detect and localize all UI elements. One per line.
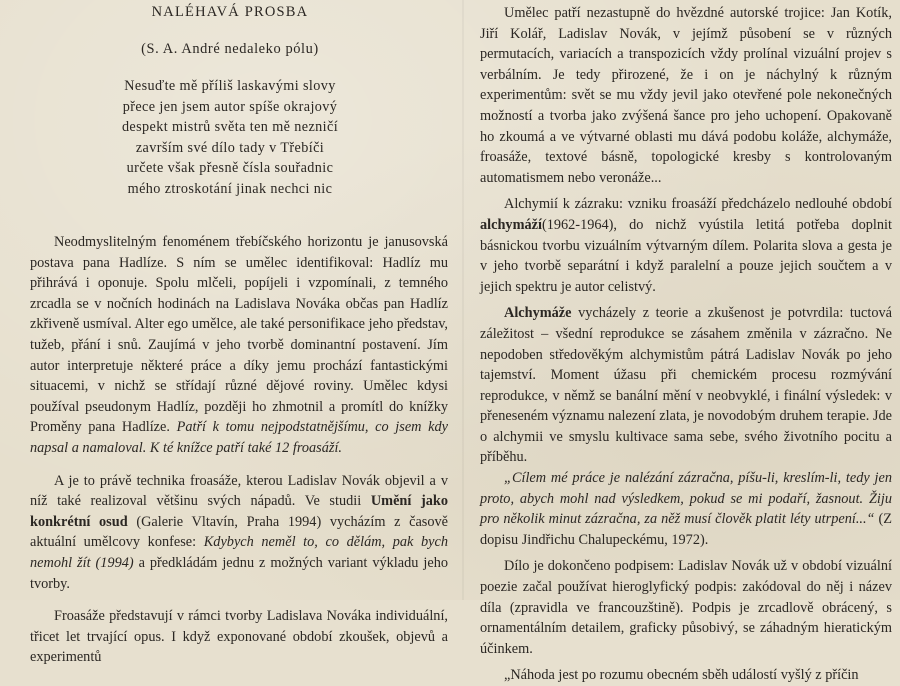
italic-quote: Patří k tomu nejpodstatnějšímu, co jsem kdy napsal a namaloval. K té knížce patří také 12 froasáží. xyxy=(30,419,448,456)
poem-subtitle: (S. A. André nedaleko pólu) xyxy=(141,41,319,57)
paragraph-quote xyxy=(480,468,892,550)
paragraph-text: (1962-1964), do nichž vyústila letitá potřeba doplnit básnickou tvorbu vizuálním výtvarným dílem. Polarita slova a gesta je v jeho tvorbě separátní i když paralelní a pouze jejich součtem a v jejich spektru je autor celistvý. xyxy=(480,216,892,295)
paragraph-text: vycházely z teorie a zkušenost je potvrdila: tuctová záležitost – všední reprodukce se zásahem změnila v zázračno. Ne nepodoben středověkým alchymistům pátrá Ladislav Novák po jeho tajemství. Moment úžasu při chemickém procesu rozmývání reprodukce, v němž se banální mění v neobvyklé, i finální výsledek: v přeneseném významu nalezení zlata, je novodobým druhem terapie. Jde o alchymii ve smyslu kultivace sama sebe, svého životního pocitu a příběhu. xyxy=(480,305,893,466)
page-fold-shadow xyxy=(462,0,464,600)
paragraph-text: Neodmyslitelným fenoménem třebíčského horizontu je janusovská postava pana Hadlíze. S ním se umělec identifikoval: Hadlíz mu přihrává i oponuje. Spolu mlčeli, popíjeli i vzpomínali, z temného zrcadla se v nočních hodinách na Ladislava Nováka občas pan Hadlíz zkřiveně usmíval. Alter ego umělce, ale také personifikace jeho představ, tužeb, přání i snů. Zaujímá v jeho tvorbě dominantní postavení. Jím autor interpretuje některé práce a díky jemu prochází fantastickými situacemi, v nichž se střídají různé dějové roviny. Umělec kdysi používal pseudonym Hadlíz, později ho zhmotnil a promítl do knížky Proměny pana Hadlíze. xyxy=(30,234,448,436)
poem-line: mého ztroskotání jinak nechci nic xyxy=(127,180,333,197)
poem-lines xyxy=(0,76,460,199)
paragraph-text: Alchymií k zázraku: vzniku froasáží předcházelo nedlouhé období xyxy=(504,196,892,213)
paragraph-froasaze xyxy=(30,471,448,595)
poem-line: přece jen jsem autor spíše okrajový xyxy=(122,98,338,115)
poem-line: završím své dílo tady v Třebíči xyxy=(135,139,325,156)
poem-line: despekt mistrů světa ten mě nezničí xyxy=(121,119,339,135)
poem-title: NALÉHAVÁ PROSBA xyxy=(151,4,309,20)
bold-term: alchymáží xyxy=(480,216,542,233)
italic-quote: „Cílem mé práce je nalézání zázračna, píšu-li, kreslím-li, tedy jen proto, abych mohl nad výsledkem, pokud se mi podaří, žasnout. Žiju pro několik minut zázračna, za něž musí člověk platit léty utrpení...“ xyxy=(480,470,892,528)
quote-source: (Z dopisu Jindřichu Chalupeckému, 1972). xyxy=(480,511,893,548)
paragraph-alchymie xyxy=(480,194,892,297)
paragraph-text: (Galerie Vltavín, Praha 1994) vycházím z časově aktuální umělcovy konfese: xyxy=(30,513,448,551)
paragraph-alchymaze xyxy=(480,303,892,468)
paragraph-trojice: Umělec patří nezastupně do hvězdné autorské trojice: Jan Kotík, Jiří Kolář, Ladislav Novák, v jejímž působení se v různých permutacích, variacích a transpozicích vždy prolínal vizuální projev s verbálním. Je tedy přirozené, že i on je náchylný k různým experimentům: svět se mu vždy jevil jako otevřené pole nekonečných možností a tvorba jako zvýšená šance pro jeho uchopení. Opakovaně ho zkoumá a ve výtvarné oblasti mu dává podobu koláže, alchymáže, froasáže, textové básně, topologické kresby s kontrolovaným automatismem nebo veronáže... xyxy=(480,5,892,186)
paragraph-text: a předkládám jednu z možných variant výkladu jeho tvorby. xyxy=(30,554,448,592)
paragraph-podpis: Dílo je dokončeno podpisem: Ladislav Novák už v období vizuální poezie začal používat hieroglyfický podpis: zakódoval do něj i název díla (zpravidla ve francouzštině). Podpis je zrcadlově obrácený, s ornamentálním detailem, graficky působivý, se záhadným hieratickým účinkem. xyxy=(480,558,892,657)
left-column-text xyxy=(30,232,448,668)
paragraph-nahoda: „Náhoda jest po rozumu obecném sběh událostí vyšlý z příčin xyxy=(504,667,859,684)
bold-term: Alchymáže xyxy=(504,305,572,322)
paragraph-text: A je to právě technika froasáže, kterou Ladislav Novák objevil a v níž také realizoval většinu svých nápadů. Ve studii xyxy=(30,472,448,510)
paragraph-hadliz xyxy=(30,232,448,459)
right-column-text xyxy=(480,3,892,686)
italic-quote: Kdybych neměl to, co dělám, pak bych nemohl žít (1994) xyxy=(30,534,449,571)
paragraph-opus: Froasáže představují v rámci tvorby Ladislava Nováka individuální, třicet let trvající opus. I když exponované období zkoušek, objevů a experimentů xyxy=(30,608,448,666)
poem-line: Nesuďte mě příliš laskavými slovy xyxy=(124,78,336,94)
poem-line: určete však přesně čísla souřadnic xyxy=(126,160,334,176)
bold-title: Umění jako konkrétní osud xyxy=(30,493,448,530)
